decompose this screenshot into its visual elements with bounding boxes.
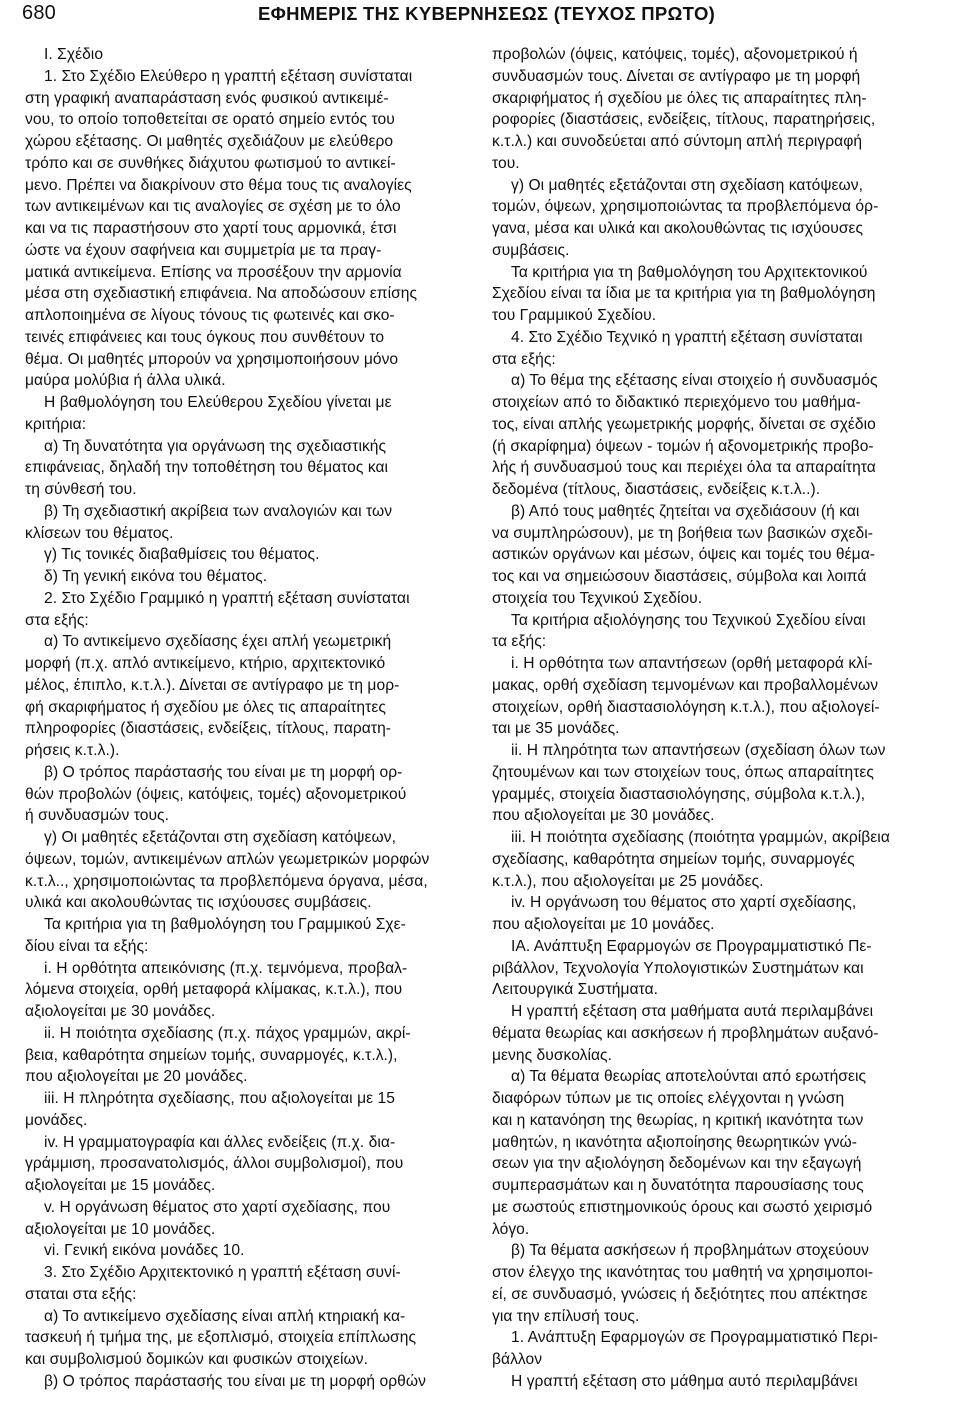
text-line: συμπερασμάτων και η δυνατότητα παρουσίασης τους [492,1177,864,1194]
text-line: δίου είναι τα εξής: [25,937,149,955]
text-line: iii. Η ποιότητα σχεδίασης (ποιότητα γραμμών, ακρίβεια [511,829,890,846]
text-line: γανα, μέσα και υλικά και ακολουθώντας τις ισχύουσες [492,220,864,237]
text-line: δεδομένα (τίτλους, διαστάσεις, ενδείξεις κ.τ.λ..). [492,481,821,498]
text-line: προβολών (όψεις, κατόψεις, τομές), αξονομετρικού ή [492,46,858,63]
text-line: με σωστούς επιστημονικούς όρους και σωστό χειρισμό [492,1198,873,1216]
text-line: α) Το αντικείμενο σχεδίασης είναι απλή κτηριακή κα- [44,1307,406,1325]
text-line: κ.τ.λ.., χρησιμοποιώντας τα προβλεπόμενα όργανα, μέσα, [25,872,428,890]
text-line: κριτήρια: [25,415,87,433]
text-line: iv. Η γραμματογραφία και άλλες ενδείξεις (π.χ. δια- [44,1133,396,1151]
text-line: βάλλον [492,1351,543,1368]
text-line: στη γραφική αναπαράσταση ενός φυσικού αντικειμέ- [25,89,389,107]
text-line: κλίσεων του θέματος. [25,524,174,542]
text-line: κ.τ.λ.), που αξιολογείται με 25 μονάδες. [492,872,764,890]
text-line: ώστε να έχουν σαφήνεια και συμμετρία με τα πραγ- [25,241,382,259]
text-line: θών προβολών (όψεις, κατόψεις, τομές) αξονομετρικού [25,785,407,803]
text-line: iv. Η οργάνωση του θέματος στο χαρτί σχεδίασης, [511,894,857,912]
text-line: θέμα. Οι μαθητές μπορούν να χρησιμοποιήσουν μόνο [25,350,399,368]
text-line: μονάδες. [25,1111,88,1129]
text-line: ροφορίες (διαστάσεις, ενδείξεις, τίτλους, παρατηρήσεις, [492,111,876,129]
text-line: αστικών οργάνων και μέσων, όψεις και τομές του θέμα- [492,546,876,564]
text-line: θέματα θεωρίας και ασκήσεων ή προβλημάτων αυξανό- [492,1024,879,1042]
text-line: ματικά αντικείμενα. Επίσης να προσέξουν την αρμονία [25,263,402,281]
text-line: τα εξής: [492,633,547,651]
text-line: μενης δυσκολίας. [492,1046,612,1064]
text-line: μαθητών, η ικανότητα αξιοποίησης θεωρητικών γνώ- [492,1133,858,1151]
text-line: β) Ο τρόπος παράστασής του είναι με τη μορφή ορθών [44,1372,426,1390]
text-line: αξιολογείται με 15 μονάδες. [25,1177,216,1194]
text-line: συνδυασμών τους. Δίνεται σε αντίγραφο με τη μορφή [492,67,861,85]
text-line: τος, είναι απλής γεωμετρικής μορφής, δίνεται σε σχέδιο [492,415,876,433]
text-line: στοιχείων, ορθή διαστασιολόγηση κ.τ.λ.), που αξιολογεί- [492,698,880,716]
text-line: Η βαθμολόγηση του Ελεύθερου Σχεδίου γίνεται με [44,394,392,411]
right-column [492,44,942,1420]
text-line: εί, σε συνδυασμό, γνώσεις ή δεξιότητες που απέκτησε [492,1285,868,1303]
text-line: v. Η οργάνωση θέματος στο χαρτί σχεδίασης, που [44,1198,391,1216]
text-line: 3. Στο Σχέδιο Αρχιτεκτονικό η γραπτή εξέταση συνί- [44,1264,401,1281]
text-line: δ) Τη γενική εικόνα του θέματος. [44,568,268,585]
text-line: 1. Στο Σχέδιο Ελεύθερο η γραπτή εξέταση συνίσταται [44,67,413,85]
text-line: τρόπο και σε συνθήκες διάχυτου φωτισμού το αντικεί- [25,154,396,172]
text-line: σεων για την αξιολόγηση δεδομένων και την εξαγωγή [492,1155,862,1173]
text-line: τη σύνθεσή του. [25,481,137,498]
text-line: ii. Η πληρότητα των απαντήσεων (σχεδίαση όλων των [511,742,886,759]
text-line: και να τις παραστήσουν στο χαρτί τους αρμονικά, έτσι [25,220,397,237]
text-line: β) Τα θέματα ασκήσεων ή προβλημάτων στοχεύουν [511,1242,869,1260]
text-line: 2. Στο Σχέδιο Γραμμικό η γραπτή εξέταση συνίσταται [44,589,410,607]
text-line: ριβάλλον, Τεχνολογία Υπολογιστικών Συστημάτων και [492,959,864,977]
text-line: iii. Η πληρότητα σχεδίασης, που αξιολογείται με 15 [44,1090,395,1107]
text-line: γραμμές, στοιχεία διαστασιολόγησης, σύμβολα κ.τ.λ.), [492,785,866,803]
text-line: υλικά και ακολουθώντας τις ισχύουσες συμβάσεις. [25,894,372,912]
text-line: vi. Γενική εικόνα μονάδες 10. [44,1242,245,1260]
text-line: για την επίλυσή τους. [492,1307,640,1325]
text-line: στα εξής: [492,350,556,368]
text-line: ΙΑ. Ανάπτυξη Εφαρμογών σε Προγραμματιστικό Πε- [511,937,872,955]
text-line: στα εξής: [25,611,89,629]
text-line: ζητουμένων και των στοιχείων τους, όπως απαραίτητες [492,763,874,781]
text-line: μακας, ορθή σχεδίαση τεμνομένων και προβαλλομένων [492,676,879,694]
text-line: συμβάσεις. [492,241,570,259]
text-line: στον έλεγχο της ικανότητας του μαθητή να χρησιμοποι- [492,1264,874,1281]
text-line: λής ή συνδυασμού τους και περιέχει όλα τα απαραίτητα [492,459,876,477]
text-line: μενο. Πρέπει να διακρίνουν στο θέμα τους τις αναλογίες [25,176,412,194]
text-line: μαύρα μολύβια ή άλλα υλικά. [25,372,226,390]
text-line: που αξιολογείται με 20 μονάδες. [25,1068,248,1086]
left-column [25,44,472,1420]
text-line: σκαριφήματος ή σχεδίου με όλες τις απαραίτητες πλη- [492,89,867,107]
text-line: Η γραπτή εξέταση στα μαθήματα αυτά περιλαμβάνει [511,1003,874,1020]
text-line: Τα κριτήρια για τη βαθμολόγηση του Γραμμικού Σχε- [44,916,406,933]
text-line: νου, το οποίο τοποθετείται σε ορατό σημείο εντός του [25,111,395,129]
text-line: β) Τη σχεδιαστική ακρίβεια των αναλογιών και των [44,502,393,520]
text-line: μορφή (π.χ. απλό αντικείμενο, κτήριο, αρχιτεκτονικό [25,655,386,672]
text-line: γ) Οι μαθητές εξετάζονται στη σχεδίαση κατόψεων, [44,829,397,846]
text-line: ται με 35 μονάδες. [492,720,620,738]
text-line: Τα κριτήρια για τη βαθμολόγηση του Αρχιτεκτονικού [511,263,868,281]
text-line: στοιχεία του Τεχνικού Σχεδίου. [492,589,703,607]
text-line: i. Η ορθότητα των απαντήσεων (ορθή μεταφορά κλί- [511,655,873,672]
text-line: Ι. Σχέδιο [44,46,104,63]
text-line: Τα κριτήρια αξιολόγησης του Τεχνικού Σχεδίου είναι [511,611,866,629]
text-line: γ) Τις τονικές διαβαθμίσεις του θέματος. [44,546,320,564]
text-line: τεινές επιφάνειες και τους όγκους που συνθέτουν το [25,328,385,346]
text-line: β) Από τους μαθητές ζητείται να σχεδιάσουν (ή και [511,502,860,520]
text-line: του. [492,154,520,172]
text-line: του Γραμμικού Σχεδίου. [492,307,657,324]
page-number: 680 [22,2,56,24]
text-line: α) Το αντικείμενο σχεδίασης έχει απλή γεωμετρική [44,633,392,651]
text-line: και συμβολισμού δομικών και φυσικών στοιχείων. [25,1351,368,1368]
text-line: στοιχείων από το διδακτικό περιεχόμενο του μαθήμα- [492,394,861,411]
text-line: αξιολογείται με 10 μονάδες. [25,1220,216,1238]
text-line: όψεων, τομών, αντικειμένων απλών γεωμετρικών μορφών [25,850,430,868]
text-line: Σχεδίου είναι τα ίδια με τα κριτήρια για τη βαθμολόγηση [492,285,876,303]
page-header [22,2,942,32]
text-line: 1. Ανάπτυξη Εφαρμογών σε Προγραμματιστικό Περι- [511,1329,878,1347]
text-line: ρήσεις κ.τ.λ.). [25,742,120,759]
text-line: φή σκαριφήματος ή σχεδίου με όλες τις απαραίτητες [25,698,386,716]
text-line: μέσα στη σχεδιαστική επιφάνεια. Να αποδώσουν επίσης [25,285,418,303]
text-line: διαφόρων τύπων με τις οποίες ελέγχονται η γνώση [492,1090,845,1107]
text-line: ή συνδυασμών τους. [25,807,169,825]
text-line: β) Ο τρόπος παράστασής του είναι με τη μορφή ορ- [44,763,403,781]
text-line: Λειτουργικά Συστήματα. [492,981,659,999]
text-line: γράμμιση, προσανατολισμός, άλλοι συμβολισμοί), που [25,1155,404,1173]
text-line: βεια, καθαρότητα σημείων τομής, συναρμογές, κ.τ.λ.), [25,1046,398,1064]
text-line: i. Η ορθότητα απεικόνισης (π.χ. τεμνόμενα, προβαλ- [44,959,408,977]
text-line: τασκευή ή τμήμα της, με εξοπλισμό, στοιχεία επίπλωσης [25,1329,417,1347]
text-line: σχεδίασης, καθαρότητα σημείων τομής, συναρμογές [492,850,855,868]
text-line: που αξιολογείται με 10 μονάδες. [492,916,715,933]
text-line: που αξιολογείται με 30 μονάδες. [492,807,715,825]
text-line: λόγο. [492,1220,530,1238]
text-line: απλοποιημένα σε λίγους τόνους τις φωτεινές και σκο- [25,307,395,324]
text-line: α) Το θέμα της εξέτασης είναι στοιχείο ή συνδυασμός [511,372,878,390]
text-line: κ.τ.λ.) και συνοδεύεται από σύντομη απλή περιγραφή [492,133,863,150]
text-line: μέλος, έπιπλο, κ.τ.λ.). Δίνεται σε αντίγραφο με τη μορ- [25,676,400,694]
text-line: των αντικειμένων και τις αναλογίες σε σχέση με το όλο [25,198,401,216]
text-line: πληροφορίες (διαστάσεις, ενδείξεις, τίτλους, παρατη- [25,720,392,738]
text-line: σταται στα εξής: [25,1285,137,1303]
text-line: και η κατανόηση της θεωρίας, η κριτική ικανότητα των [492,1111,864,1129]
text-line: λόμενα στοιχεία, ορθή μεταφορά κλίμακας, κ.τ.λ.), που [25,981,403,999]
text-line: να συμπληρώσουν), με τη βοήθεια των βασικών σχεδι- [492,524,874,542]
text-line: γ) Οι μαθητές εξετάζονται στη σχεδίαση κατόψεων, [511,176,864,194]
text-line: αξιολογείται με 30 μονάδες. [25,1003,216,1020]
text-line: ii. Η ποιότητα σχεδίασης (π.χ. πάχος γραμμών, ακρί- [44,1024,411,1042]
text-line: χώρου εξέτασης. Οι μαθητές σχεδιάζουν με ελεύθερο [25,133,394,150]
text-line: τος και να σημειώσουν διαστάσεις, σύμβολα και λοιπά [492,568,867,585]
text-line: Η γραπτή εξέταση στο μάθημα αυτό περιλαμβάνει [511,1372,858,1390]
text-line: 4. Στο Σχέδιο Τεχνικό η γραπτή εξέταση συνίσταται [511,328,863,346]
text-line: τομών, όψεων, χρησιμοποιώντας τα προβλεπόμενα όρ- [492,198,879,216]
text-line: α) Τη δυνατότητα για οργάνωση της σχεδιαστικής [44,437,387,455]
text-line: α) Τα θέματα θεωρίας αποτελούνται από ερωτήσεις [511,1068,867,1086]
text-line: επιφάνειας, δηλαδή την τοποθέτηση του θέματος και [25,459,389,477]
text-line: (ή σκαρίφημα) όψεων - τομών ή αξονομετρικής προβο- [492,437,874,455]
running-title: ΕΦΗΜΕΡΙΣ ΤΗΣ ΚΥΒΕΡΝΗΣΕΩΣ (ΤΕΥΧΟΣ ΠΡΩΤΟ) [258,3,716,24]
